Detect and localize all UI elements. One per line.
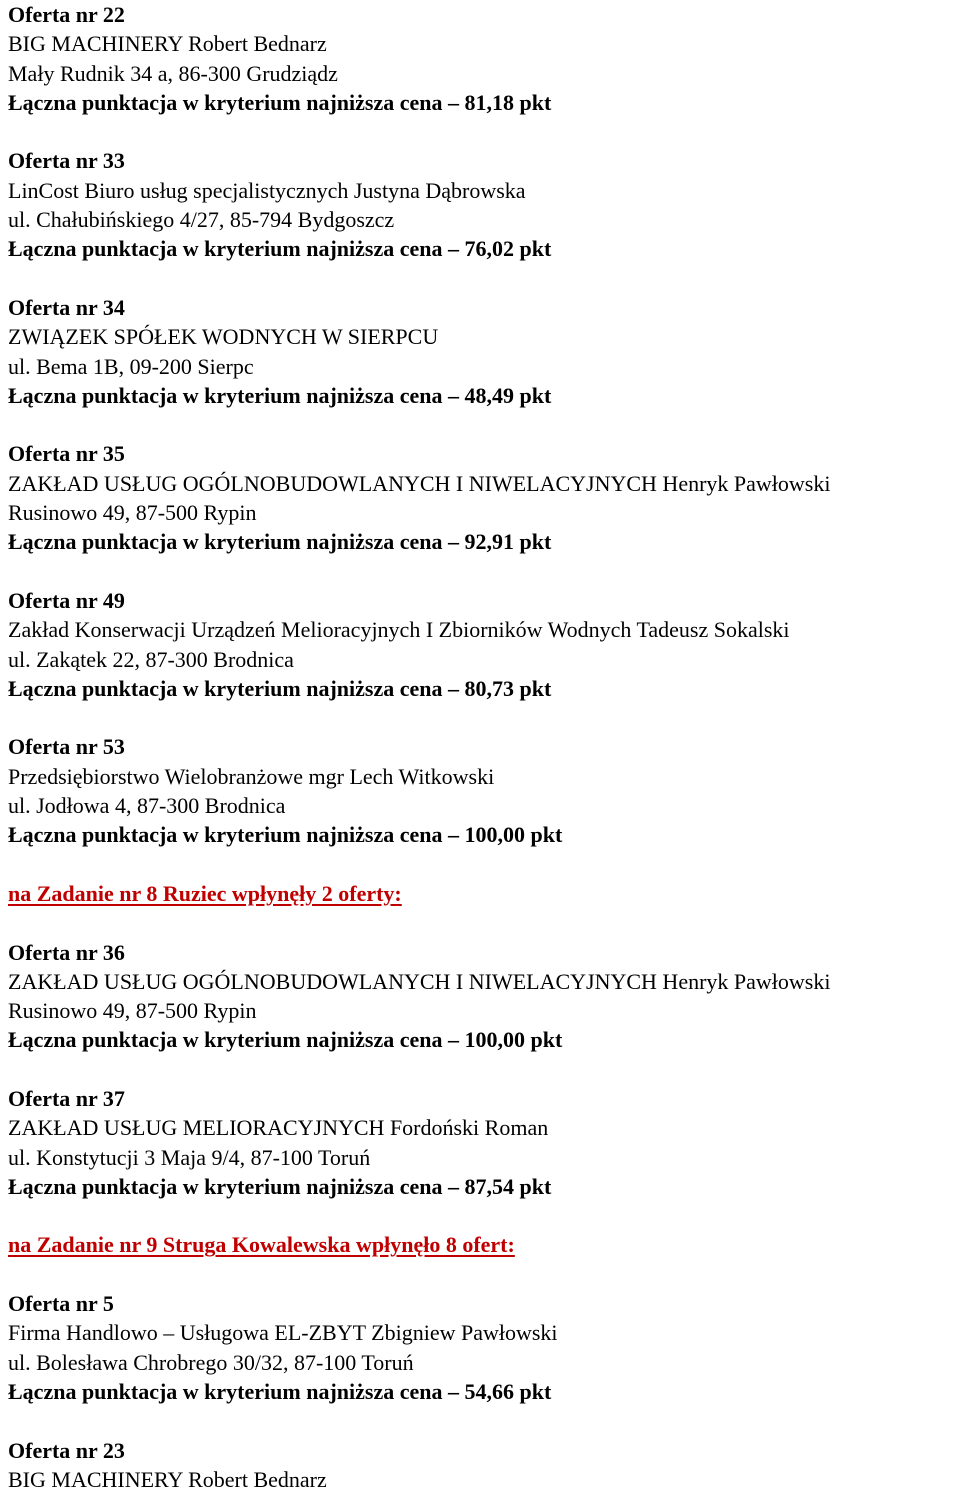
offer-address: ul. Konstytucji 3 Maja 9/4, 87-100 Toruń (8, 1144, 371, 1170)
offer-score: Łączna punktacja w kryterium najniższa cena – 87,54 pkt (8, 1173, 552, 1199)
offer-title: Oferta nr 37 (8, 1085, 125, 1111)
offer-score: Łączna punktacja w kryterium najniższa cena – 100,00 pkt (8, 1027, 563, 1053)
offer-title: Oferta nr 22 (8, 2, 125, 27)
offer-company: ZAKŁAD USŁUG MELIORACYJNYCH Fordoński Roman (8, 1115, 549, 1141)
offer-block (8, 293, 958, 410)
task-heading (8, 879, 958, 908)
spacer (8, 1055, 958, 1084)
offer-address: ul. Bema 1B, 09-200 Sierpc (8, 353, 254, 379)
offer-company: ZAKŁAD USŁUG OGÓLNOBUDOWLANYCH I NIWELACYJNYCH Henryk Pawłowski (8, 968, 831, 994)
offer-address: ul. Chałubińskiego 4/27, 85-794 Bydgoszcz (8, 207, 395, 233)
offer-company: BIG MACHINERY Robert Bednarz (8, 1466, 327, 1492)
spacer (8, 703, 958, 732)
offer-score: Łączna punktacja w kryterium najniższa cena – 81,18 pkt (8, 89, 552, 115)
offer-score: Łączna punktacja w kryterium najniższa cena – 54,66 pkt (8, 1378, 552, 1404)
offer-address: Rusinowo 49, 87-500 Rypin (8, 500, 257, 526)
offer-title: Oferta nr 33 (8, 148, 125, 174)
offer-title: Oferta nr 36 (8, 939, 125, 965)
offer-block (8, 0, 958, 117)
spacer (8, 850, 958, 879)
spacer (8, 1406, 958, 1435)
offer-title: Oferta nr 23 (8, 1437, 125, 1463)
offer-address: ul. Jodłowa 4, 87-300 Brodnica (8, 793, 286, 819)
offer-company: Zakład Konserwacji Urządzeń Melioracyjnych I Zbiorników Wodnych Tadeusz Sokalski (8, 617, 790, 643)
offer-company: ZWIĄZEK SPÓŁEK WODNYCH W SIERPCU (8, 324, 439, 350)
task-heading-text: na Zadanie nr 8 Ruziec wpłynęły 2 oferty: (8, 880, 402, 906)
offer-address: Rusinowo 49, 87-500 Rypin (8, 998, 257, 1024)
offer-score: Łączna punktacja w kryterium najniższa cena – 76,02 pkt (8, 236, 552, 262)
offer-block (8, 732, 958, 849)
offer-block (8, 146, 958, 263)
spacer (8, 264, 958, 293)
offer-company: Firma Handlowo – Usługowa EL-ZBYT Zbigniew Pawłowski (8, 1320, 558, 1346)
offer-address: ul. Bolesława Chrobrego 30/32, 87-100 Toruń (8, 1349, 414, 1375)
offer-score: Łączna punktacja w kryterium najniższa cena – 100,00 pkt (8, 822, 563, 848)
offer-company: ZAKŁAD USŁUG OGÓLNOBUDOWLANYCH I NIWELACYJNYCH Henryk Pawłowski (8, 470, 831, 496)
offer-block (8, 1084, 958, 1201)
spacer (8, 410, 958, 439)
spacer (8, 908, 958, 937)
offer-score: Łączna punktacja w kryterium najniższa cena – 80,73 pkt (8, 675, 552, 701)
offer-title: Oferta nr 5 (8, 1291, 114, 1317)
offer-address: ul. Zakątek 22, 87-300 Brodnica (8, 646, 294, 672)
offer-address: Mały Rudnik 34 a, 86-300 Grudziądz (8, 60, 338, 86)
offer-score: Łączna punktacja w kryterium najniższa cena – 92,91 pkt (8, 529, 552, 555)
task-heading-text: na Zadanie nr 9 Struga Kowalewska wpłynęło 8 ofert: (8, 1232, 515, 1258)
task-heading (8, 1230, 958, 1259)
spacer (8, 557, 958, 586)
offer-block (8, 586, 958, 703)
spacer (8, 1260, 958, 1289)
spacer (8, 1201, 958, 1230)
offer-block (8, 439, 958, 556)
offer-score: Łączna punktacja w kryterium najniższa cena – 48,49 pkt (8, 382, 552, 408)
offer-company: Przedsiębiorstwo Wielobranżowe mgr Lech Witkowski (8, 763, 495, 789)
spacer (8, 117, 958, 146)
offer-title: Oferta nr 34 (8, 294, 125, 320)
offer-block (8, 1436, 958, 1494)
offer-company: LinCost Biuro usług specjalistycznych Justyna Dąbrowska (8, 177, 526, 203)
offer-company: BIG MACHINERY Robert Bednarz (8, 31, 327, 57)
offer-block (8, 1289, 958, 1406)
offer-title: Oferta nr 53 (8, 734, 125, 760)
offer-title: Oferta nr 49 (8, 587, 125, 613)
offer-title: Oferta nr 35 (8, 441, 125, 467)
offer-block (8, 938, 958, 1055)
document-page (8, 0, 958, 1494)
